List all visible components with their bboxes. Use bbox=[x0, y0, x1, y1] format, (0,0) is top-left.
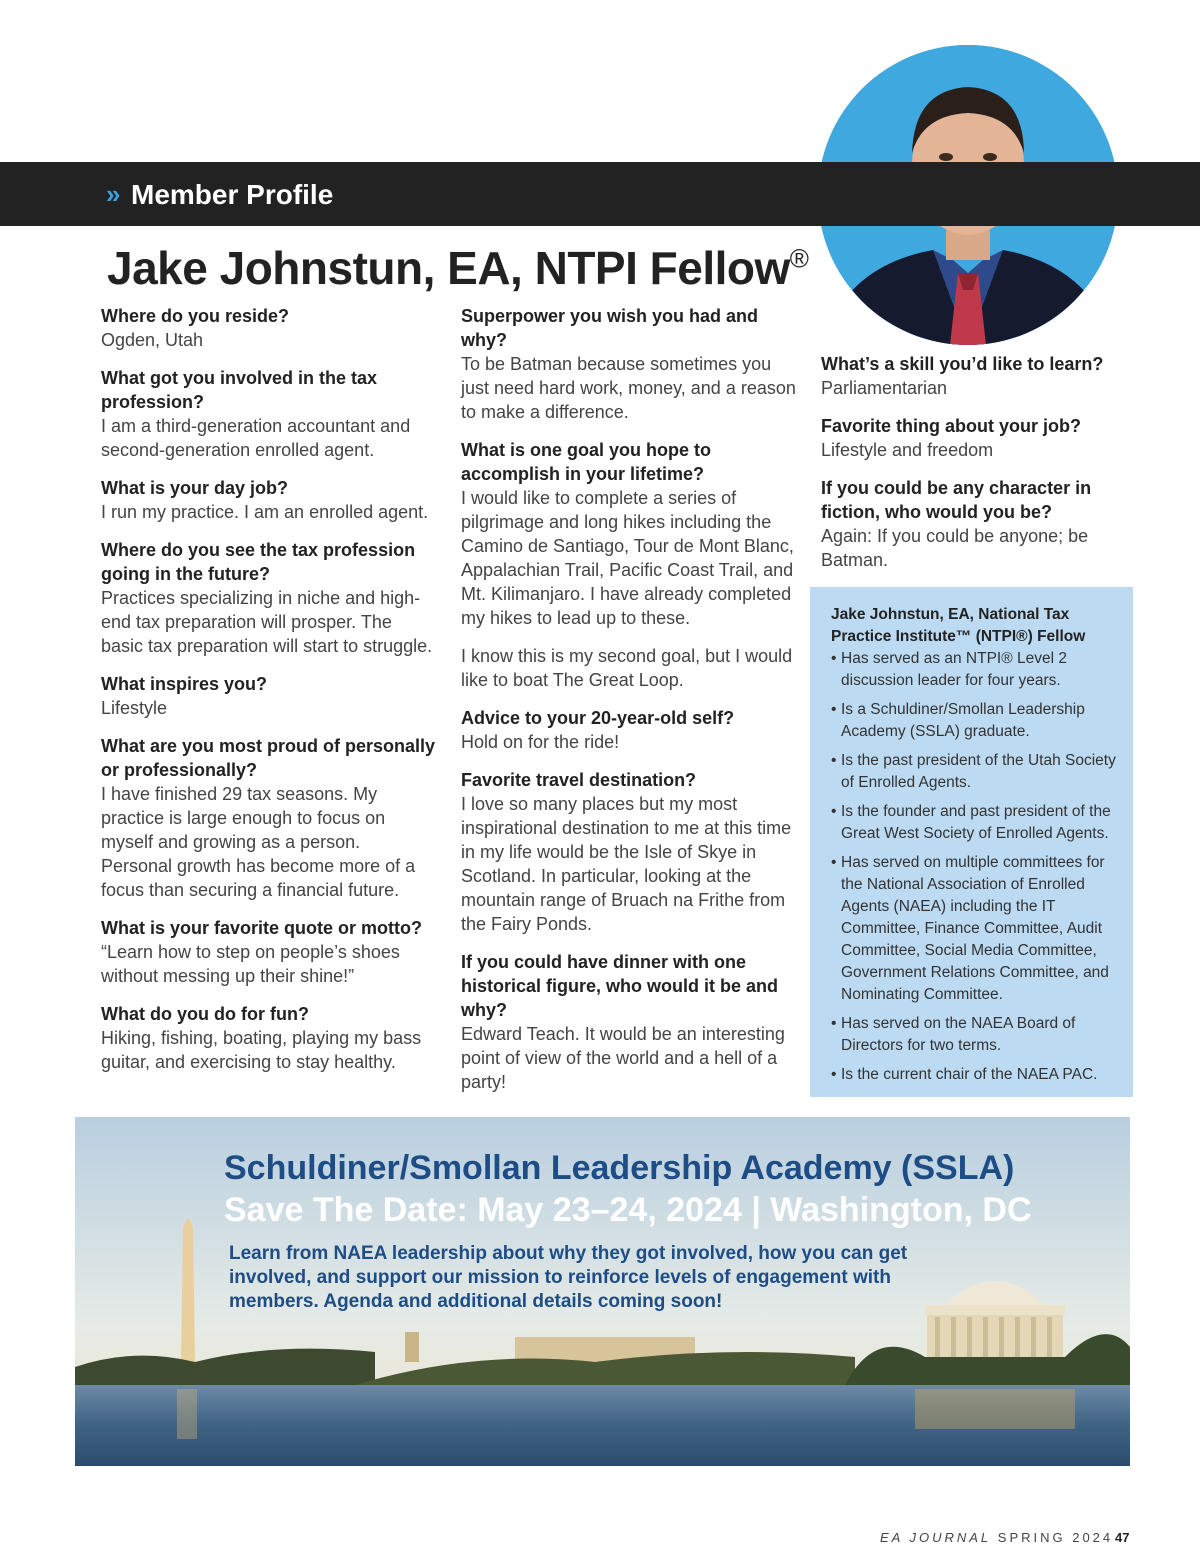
credentials-list bbox=[831, 648, 1127, 1086]
ssla-promo-banner[interactable] bbox=[75, 1117, 1130, 1466]
list-item: • Has served as an NTPI® Level 2 discussion leader for four years. bbox=[831, 648, 1127, 692]
question: What is your favorite quote or motto? bbox=[101, 918, 423, 938]
column-left bbox=[101, 304, 436, 1088]
journal-name: EA JOURNAL bbox=[880, 1530, 992, 1545]
credentials-sidebar bbox=[810, 587, 1133, 1097]
qa-item bbox=[101, 916, 436, 988]
answer: I would like to complete a series of pilgrimage and long hikes including the Camino de Santiago, Tour de Mont Blanc, Appalachian Trail, Pacific Coast Trail, and Mt. Kilimanjaro. I have already completed my hikes to lead up to these. bbox=[461, 488, 794, 628]
answer: Again: If you could be anyone; be Batman. bbox=[821, 526, 1089, 570]
qa-item bbox=[821, 352, 1141, 400]
section-label: Member Profile bbox=[131, 179, 334, 210]
column-right bbox=[821, 352, 1141, 586]
registered-mark: ® bbox=[789, 243, 809, 274]
list-item: • Is the current chair of the NAEA PAC. bbox=[831, 1064, 1127, 1086]
profile-name: Jake Johnstun, EA, NTPI Fellow bbox=[107, 242, 790, 294]
promo-description: Learn from NAEA leadership about why they got involved, how you can get involved, and support our mission to reinforce levels of engagement with members. Agenda and additional details coming soon! bbox=[229, 1243, 908, 1312]
question: What do you do for fun? bbox=[101, 1004, 309, 1024]
qa-item bbox=[461, 438, 801, 630]
list-item: • Is the founder and past president of the Great West Society of Enrolled Agents. bbox=[831, 801, 1127, 845]
list-item: • Has served on multiple committees for the National Association of Enrolled Agents (NAEA) including the IT Committee, Finance Committee, Audit Committee, Social Media Committee, Government Relations Committee, and Nominating Committee. bbox=[831, 852, 1127, 1006]
qa-item bbox=[101, 304, 436, 352]
answer: Hold on for the ride! bbox=[461, 732, 620, 752]
qa-item bbox=[101, 538, 436, 658]
answer: Practices specializing in niche and high-end tax preparation will prosper. The basic tax preparation will start to struggle. bbox=[101, 588, 433, 656]
column-middle bbox=[461, 304, 801, 1108]
qa-item bbox=[101, 366, 436, 462]
qa-item bbox=[101, 476, 436, 524]
question: What’s a skill you’d like to learn? bbox=[821, 354, 1104, 374]
answer: Lifestyle bbox=[101, 698, 168, 718]
list-item: • Has served on the NAEA Board of Directors for two terms. bbox=[831, 1013, 1127, 1057]
page-number: 47 bbox=[1115, 1530, 1130, 1545]
chevron-icon: » bbox=[106, 179, 121, 209]
answer: I have finished 29 tax seasons. My practice is large enough to focus on myself and growing as a person. Personal growth has become more of a focus than securing a financial future. bbox=[101, 784, 416, 900]
qa-item bbox=[461, 950, 801, 1094]
answer: Lifestyle and freedom bbox=[821, 440, 994, 460]
question: What are you most proud of personally or professionally? bbox=[101, 736, 436, 780]
question: If you could be any character in fiction, who would you be? bbox=[821, 478, 1092, 522]
question: Favorite thing about your job? bbox=[821, 416, 1081, 436]
answer: I love so many places but my most inspirational destination to me at this time in my life would be the Isle of Skye in Scotland. In particular, looking at the mountain range of Bruach na Frithe from the Fairy Ponds. bbox=[461, 794, 792, 934]
answer: Ogden, Utah bbox=[101, 330, 204, 350]
list-item: • Is a Schuldiner/Smollan Leadership Academy (SSLA) graduate. bbox=[831, 699, 1127, 743]
qa-item bbox=[821, 476, 1141, 572]
answer: Edward Teach. It would be an interesting point of view of the world and a hell of a party! bbox=[461, 1024, 785, 1092]
page-title bbox=[107, 240, 808, 296]
footer-journal bbox=[880, 1529, 1113, 1547]
answer: Hiking, fishing, boating, playing my bass guitar, and exercising to stay healthy. bbox=[101, 1028, 422, 1072]
qa-item bbox=[461, 304, 801, 424]
answer: I am a third-generation accountant and second-generation enrolled agent. bbox=[101, 416, 411, 460]
answer: Parliamentarian bbox=[821, 378, 948, 398]
qa-item bbox=[821, 414, 1141, 462]
question: If you could have dinner with one historical figure, who would it be and why? bbox=[461, 952, 779, 1020]
question: What inspires you? bbox=[101, 674, 268, 694]
qa-item bbox=[101, 1002, 436, 1074]
question: What got you involved in the tax profession? bbox=[101, 368, 378, 412]
question: Where do you reside? bbox=[101, 306, 290, 326]
qa-item bbox=[101, 734, 436, 902]
promo-title: Schuldiner/Smollan Leadership Academy (SSLA) bbox=[224, 1149, 1015, 1187]
question: Where do you see the tax profession going in the future? bbox=[101, 540, 416, 584]
answer-paragraph: I know this is my second goal, but I would like to boat The Great Loop. bbox=[461, 646, 793, 690]
question: Superpower you wish you had and why? bbox=[461, 306, 759, 350]
question: What is one goal you hope to accomplish in your lifetime? bbox=[461, 440, 711, 484]
promo-date: Save The Date: May 23–24, 2024 | Washington, DC bbox=[224, 1191, 1032, 1229]
answer: I run my practice. I am an enrolled agent. bbox=[101, 502, 429, 522]
answer: To be Batman because sometimes you just need hard work, money, and a reason to make a difference. bbox=[461, 354, 796, 422]
qa-item bbox=[461, 706, 801, 754]
question: Favorite travel destination? bbox=[461, 770, 697, 790]
list-item: • Is the past president of the Utah Society of Enrolled Agents. bbox=[831, 750, 1127, 794]
sidebar-title: Jake Johnstun, EA, National Tax Practice Institute™ (NTPI®) Fellow bbox=[831, 606, 1086, 645]
question: Advice to your 20-year-old self? bbox=[461, 708, 735, 728]
qa-item bbox=[461, 768, 801, 936]
issue-label: SPRING 2024 bbox=[991, 1530, 1114, 1545]
qa-item bbox=[101, 672, 436, 720]
question: What is your day job? bbox=[101, 478, 289, 498]
answer: “Learn how to step on people’s shoes without messing up their shine!” bbox=[101, 942, 400, 986]
